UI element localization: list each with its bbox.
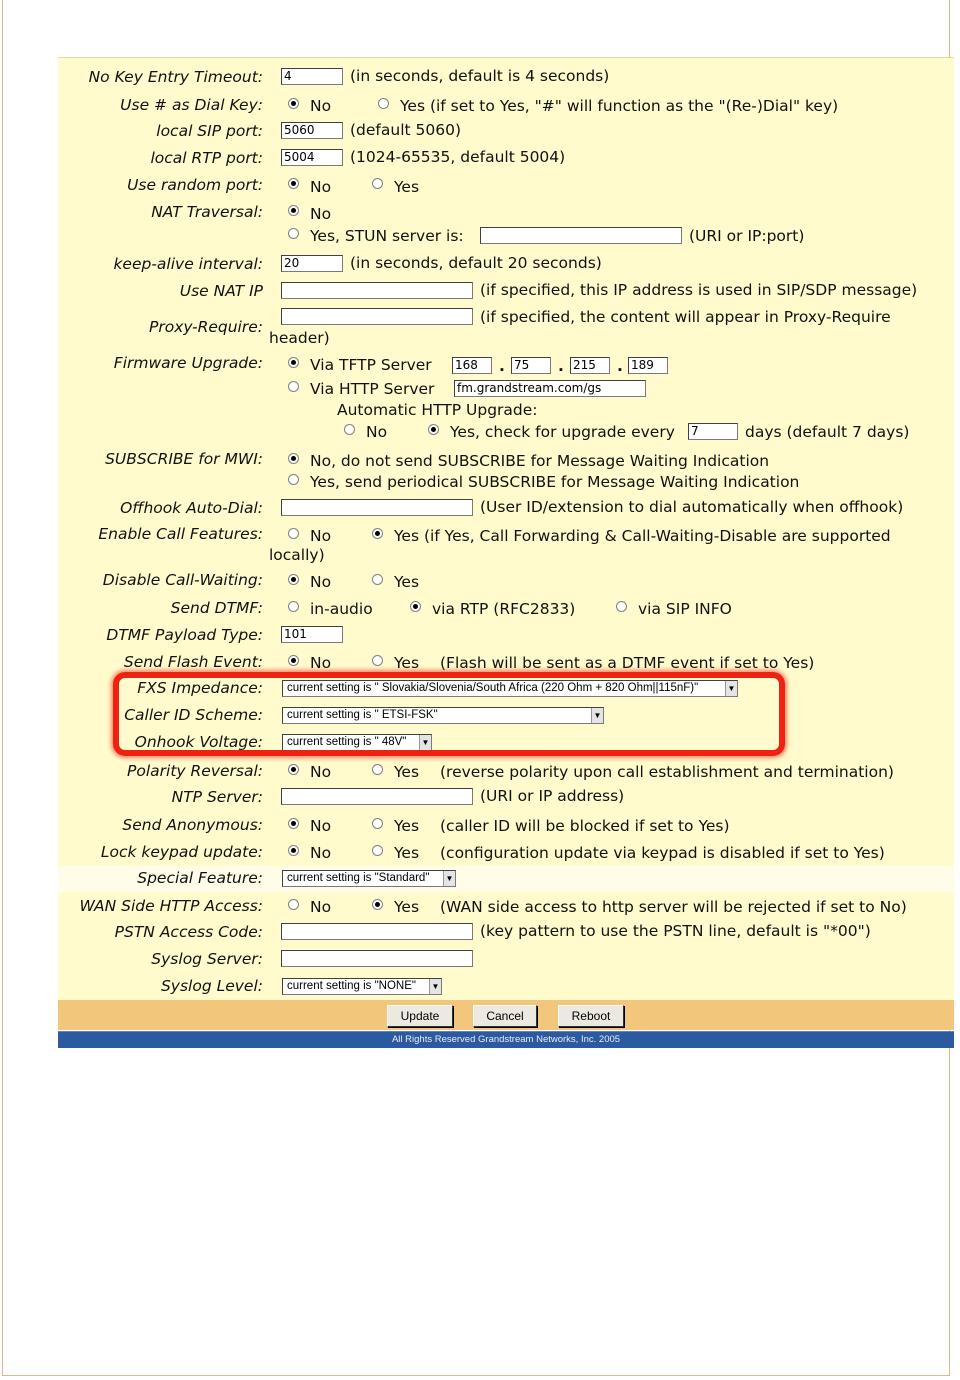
onhook-voltage-label: Onhook Voltage: xyxy=(134,733,263,751)
pstn-note: (key pattern to use the PSTN line, default is "*00") xyxy=(480,922,871,940)
nat-traversal-label: NAT Traversal: xyxy=(151,203,263,221)
ntp-label: NTP Server: xyxy=(171,788,263,806)
syslog-level-label: Syslog Level: xyxy=(160,977,263,995)
nat-no-label: No xyxy=(310,205,332,223)
proxy-require-label: Proxy-Require: xyxy=(149,318,263,336)
dtmf-audio-label: in-audio xyxy=(310,600,373,618)
anonymous-note: (caller ID will be blocked if set to Yes) xyxy=(440,817,730,835)
offhook-label: Offhook Auto-Dial: xyxy=(120,499,263,517)
flash-no-label: No xyxy=(310,654,332,672)
wan-access-yes-label: Yes xyxy=(394,898,420,916)
firmware-label: Firmware Upgrade: xyxy=(113,354,263,372)
http-radio[interactable] xyxy=(288,381,299,392)
rtp-port-label: local RTP port: xyxy=(150,149,263,167)
ip-dot-2: . xyxy=(558,357,564,375)
keepalive-input[interactable] xyxy=(281,255,343,272)
proxy-require-note-cont: header) xyxy=(269,329,330,347)
ip-dot-1: . xyxy=(499,357,505,375)
polarity-no-label: No xyxy=(310,763,332,781)
mwi-yes-label: Yes, send periodical SUBSCRIBE for Message Waiting Indication xyxy=(310,473,800,491)
wan-access-label: WAN Side HTTP Access: xyxy=(79,897,263,915)
polarity-no-radio[interactable] xyxy=(288,764,299,775)
mwi-yes-radio[interactable] xyxy=(288,474,299,485)
reboot-button[interactable]: Reboot xyxy=(558,1005,624,1027)
chevron-down-icon: ▼ xyxy=(443,871,455,886)
use-hash-yes-radio[interactable] xyxy=(378,98,389,109)
syslog-server-input[interactable] xyxy=(281,950,473,967)
polarity-yes-label: Yes xyxy=(394,763,420,781)
upgrade-days-input[interactable] xyxy=(688,423,738,440)
flash-yes-radio[interactable] xyxy=(372,655,383,666)
dtmf-label: Send DTMF: xyxy=(170,599,263,617)
mwi-label: SUBSCRIBE for MWI: xyxy=(105,450,263,468)
dtmf-sip-label: via SIP INFO xyxy=(638,600,732,618)
use-hash-no-label: No xyxy=(310,97,332,115)
ip-dot-3: . xyxy=(617,357,623,375)
polarity-note: (reverse polarity upon call establishment and termination) xyxy=(440,763,894,781)
tftp-radio[interactable] xyxy=(288,357,299,368)
nat-no-radio[interactable] xyxy=(288,205,299,216)
special-feature-label: Special Feature: xyxy=(137,869,263,887)
offhook-input[interactable] xyxy=(281,499,473,516)
call-waiting-label: Disable Call-Waiting: xyxy=(102,571,263,589)
random-port-yes-radio[interactable] xyxy=(372,178,383,189)
no-key-timeout-input[interactable] xyxy=(281,68,343,85)
mwi-no-label: No, do not send SUBSCRIBE for Message Waiting Indication xyxy=(310,452,770,470)
rtp-port-note: (1024-65535, default 5004) xyxy=(350,148,566,166)
nat-ip-input[interactable] xyxy=(281,282,473,299)
call-features-label: Enable Call Features: xyxy=(98,525,263,543)
call-features-yes-label: Yes (if Yes, Call Forwarding & Call-Waiting-Disable are supported xyxy=(394,527,891,545)
flash-no-radio[interactable] xyxy=(288,655,299,666)
tftp-ip-4[interactable] xyxy=(628,357,668,374)
anonymous-yes-radio[interactable] xyxy=(372,818,383,829)
random-port-yes-label: Yes xyxy=(394,178,420,196)
call-waiting-yes-radio[interactable] xyxy=(372,574,383,585)
update-button[interactable]: Update xyxy=(387,1005,453,1027)
auto-upgrade-yes-label: Yes, check for upgrade every xyxy=(450,423,675,441)
cancel-button[interactable]: Cancel xyxy=(473,1005,537,1027)
rtp-port-input[interactable] xyxy=(281,149,343,166)
special-feature-value: current setting is "Standard" xyxy=(287,872,430,884)
dtmf-rtp-radio[interactable] xyxy=(410,601,421,612)
lock-keypad-label: Lock keypad update: xyxy=(100,843,263,861)
fxs-impedance-label: FXS Impedance: xyxy=(137,679,263,697)
wan-access-note: (WAN side access to http server will be rejected if set to No) xyxy=(440,898,907,916)
call-features-note-cont: locally) xyxy=(269,546,325,564)
syslog-level-select[interactable] xyxy=(282,978,442,995)
use-hash-yes-label: Yes (if set to Yes, "#" will function as the "(Re-)Dial" key) xyxy=(400,97,839,115)
tftp-ip-3[interactable] xyxy=(570,357,610,374)
polarity-label: Polarity Reversal: xyxy=(127,762,263,780)
footer-copyright: All Rights Reserved Grandstream Networks, Inc. 2005 xyxy=(58,1031,954,1048)
ntp-note: (URI or IP address) xyxy=(480,787,625,805)
call-waiting-yes-label: Yes xyxy=(394,573,420,591)
random-port-label: Use random port: xyxy=(127,176,263,194)
ntp-input[interactable] xyxy=(281,788,473,805)
highlight-box xyxy=(113,672,785,756)
anonymous-label: Send Anonymous: xyxy=(122,816,263,834)
random-port-no-label: No xyxy=(310,178,332,196)
fxs-impedance-value: current setting is " Slovakia/Slovenia/South Africa (220 Ohm + 820 Ohm||115nF)" xyxy=(287,682,699,694)
keepalive-note: (in seconds, default 20 seconds) xyxy=(350,254,602,272)
call-features-no-radio[interactable] xyxy=(288,528,299,539)
auto-upgrade-label: Automatic HTTP Upgrade: xyxy=(337,401,538,419)
onhook-voltage-value: current setting is " 48V" xyxy=(287,736,407,748)
nat-ip-note: (if specified, this IP address is used in SIP/SDP message) xyxy=(480,281,918,299)
offhook-note: (User ID/extension to dial automatically when offhook) xyxy=(480,498,904,516)
anonymous-no-label: No xyxy=(310,817,332,835)
sip-port-input[interactable] xyxy=(281,122,343,139)
mwi-no-radio[interactable] xyxy=(288,453,299,464)
wan-access-no-label: No xyxy=(310,898,332,916)
dtmf-rtp-label: via RTP (RFC2833) xyxy=(432,600,576,618)
tftp-ip-2[interactable] xyxy=(511,357,551,374)
pstn-label: PSTN Access Code: xyxy=(114,923,263,941)
use-hash-label: Use # as Dial Key: xyxy=(120,96,263,114)
anonymous-yes-label: Yes xyxy=(394,817,420,835)
special-feature-select[interactable] xyxy=(282,870,456,887)
lock-keypad-no-label: No xyxy=(310,844,332,862)
auto-upgrade-no-label: No xyxy=(366,423,388,441)
syslog-server-label: Syslog Server: xyxy=(151,950,263,968)
lock-keypad-note: (configuration update via keypad is disabled if set to Yes) xyxy=(440,844,885,862)
sip-port-label: local SIP port: xyxy=(156,122,263,140)
no-key-timeout-note: (in seconds, default is 4 seconds) xyxy=(350,67,610,85)
proxy-require-note: (if specified, the content will appear in Proxy-Require xyxy=(480,308,891,326)
flash-note: (Flash will be sent as a DTMF event if set to Yes) xyxy=(440,654,815,672)
chevron-down-icon: ▼ xyxy=(591,708,603,723)
random-port-no-radio[interactable] xyxy=(288,178,299,189)
flash-label: Send Flash Event: xyxy=(123,653,263,671)
proxy-require-input[interactable] xyxy=(281,308,473,325)
chevron-down-icon: ▼ xyxy=(725,681,737,696)
tftp-ip-1[interactable] xyxy=(452,357,492,374)
nat-yes-label: Yes, STUN server is: xyxy=(310,227,464,245)
call-waiting-no-label: No xyxy=(310,573,332,591)
http-server-input[interactable] xyxy=(454,380,646,397)
polarity-yes-radio[interactable] xyxy=(372,764,383,775)
dtmf-sip-radio[interactable] xyxy=(616,601,627,612)
call-waiting-no-radio[interactable] xyxy=(288,574,299,585)
http-label: Via HTTP Server xyxy=(310,380,435,398)
flash-yes-label: Yes xyxy=(394,654,420,672)
pstn-input[interactable] xyxy=(281,923,473,940)
nat-yes-radio[interactable] xyxy=(288,228,299,239)
lock-keypad-no-radio[interactable] xyxy=(288,845,299,856)
syslog-level-value: current setting is "NONE" xyxy=(287,980,416,992)
wan-access-yes-radio[interactable] xyxy=(372,899,383,910)
sip-port-note: (default 5060) xyxy=(350,121,462,139)
upgrade-days-note: days (default 7 days) xyxy=(745,423,910,441)
chevron-down-icon: ▼ xyxy=(429,979,441,994)
stun-server-input[interactable] xyxy=(480,227,682,244)
auto-upgrade-yes-radio[interactable] xyxy=(428,424,439,435)
dtmf-payload-input[interactable] xyxy=(281,626,343,643)
stun-server-note: (URI or IP:port) xyxy=(689,227,805,245)
call-features-yes-radio[interactable] xyxy=(372,528,383,539)
caller-id-label: Caller ID Scheme: xyxy=(124,706,263,724)
dtmf-payload-label: DTMF Payload Type: xyxy=(106,626,263,644)
caller-id-value: current setting is " ETSI-FSK" xyxy=(287,709,438,721)
wan-access-no-radio[interactable] xyxy=(288,899,299,910)
dtmf-audio-radio[interactable] xyxy=(288,601,299,612)
chevron-down-icon: ▼ xyxy=(419,735,431,750)
call-features-no-label: No xyxy=(310,527,332,545)
tftp-label: Via TFTP Server xyxy=(310,356,432,374)
nat-ip-label: Use NAT IP xyxy=(179,282,263,300)
use-hash-no-radio[interactable] xyxy=(288,98,299,109)
keepalive-label: keep-alive interval: xyxy=(113,255,263,273)
auto-upgrade-no-radio[interactable] xyxy=(344,424,355,435)
lock-keypad-yes-radio[interactable] xyxy=(372,845,383,856)
anonymous-no-radio[interactable] xyxy=(288,818,299,829)
lock-keypad-yes-label: Yes xyxy=(394,844,420,862)
no-key-timeout-label: No Key Entry Timeout: xyxy=(88,68,263,86)
